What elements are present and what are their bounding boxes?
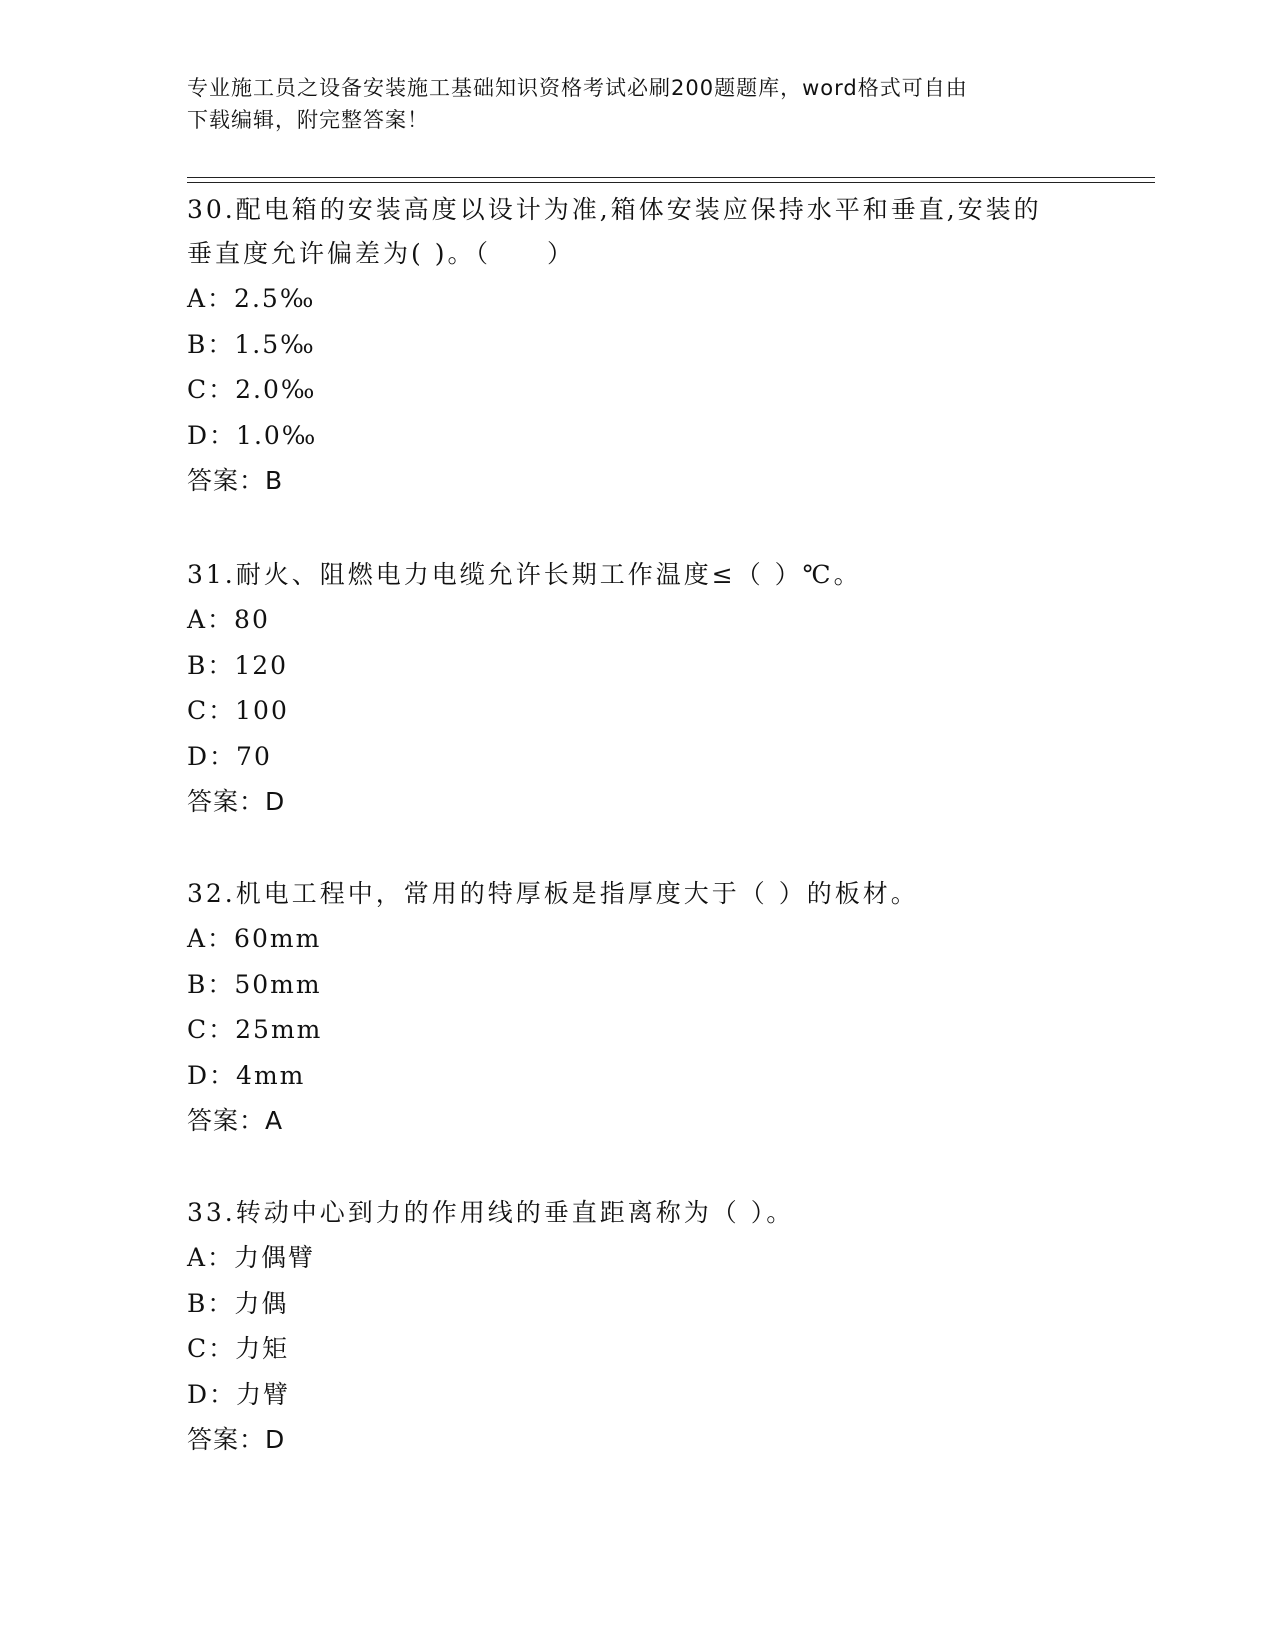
answer-line: 答案：B: [187, 466, 284, 495]
question-30: [187, 188, 1087, 503]
option-b: B：120: [187, 650, 289, 680]
header-title-line-1: 专业施工员之设备安装施工基础知识资格考试必刷200题题库，word格式可自由: [187, 76, 968, 100]
header-divider-top: [187, 177, 1155, 178]
document-header: [187, 72, 1087, 136]
option-c: C：100: [187, 696, 289, 725]
question-33: [187, 1191, 1087, 1462]
answer-line: 答案：D: [187, 787, 286, 816]
option-b: B：力偶: [187, 1288, 289, 1318]
option-d: D：70: [187, 741, 272, 771]
question-32: [187, 872, 1087, 1143]
option-c: C：2.0‰: [187, 375, 317, 404]
option-a: A：60mm: [187, 924, 322, 953]
question-stem-line: 垂直度允许偏差为( )。（ ）: [187, 239, 575, 268]
header-title-line-2: 下载编辑，附完整答案！: [187, 108, 429, 132]
question-stem-line: 32.机电工程中，常用的特厚板是指厚度大于（ ）的板材。: [187, 879, 919, 908]
option-b: B：50mm: [187, 969, 322, 999]
question-stem-line: 31.耐火、阻燃电力电缆允许长期工作温度≤（ ）℃。: [187, 560, 862, 589]
option-d: D：4mm: [187, 1060, 306, 1090]
option-c: C：力矩: [187, 1334, 290, 1363]
question-31: [187, 553, 1087, 824]
answer-line: 答案：A: [187, 1106, 284, 1135]
option-d: D：力臂: [187, 1379, 291, 1409]
option-d: D：1.0‰: [187, 420, 318, 450]
option-a: A：2.5‰: [187, 284, 316, 313]
option-b: B：1.5‰: [187, 329, 316, 359]
question-stem-line: 30.配电箱的安装高度以设计为准,箱体安装应保持水平和垂直,安装的: [187, 195, 1042, 224]
answer-line: 答案：D: [187, 1425, 286, 1454]
option-a: A：80: [187, 605, 270, 634]
option-a: A：力偶臂: [187, 1243, 316, 1272]
header-divider-bottom: [187, 182, 1155, 183]
question-stem-line: 33.转动中心到力的作用线的垂直距离称为（ ）。: [187, 1198, 795, 1227]
option-c: C：25mm: [187, 1015, 323, 1044]
